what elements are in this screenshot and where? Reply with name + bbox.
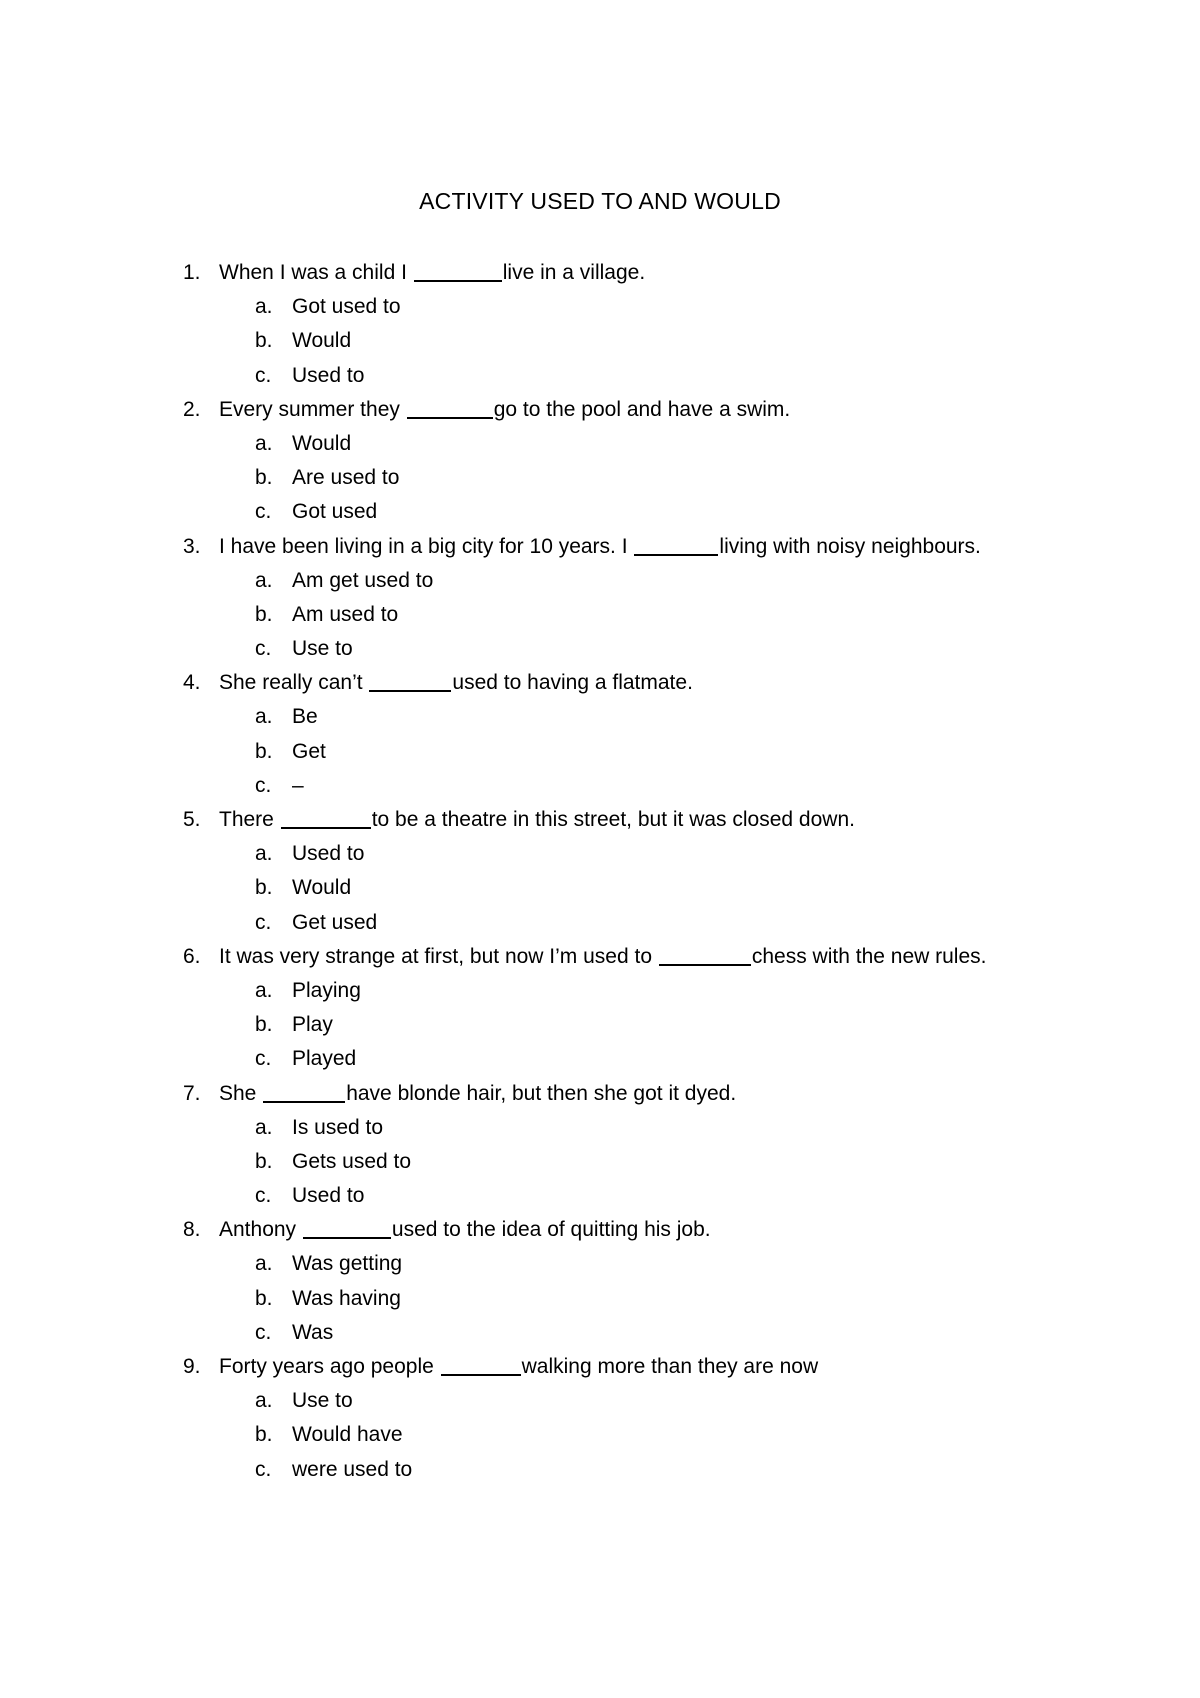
option-5-a (0, 837, 1200, 871)
option-2-b (0, 461, 1200, 495)
option-3-b (0, 598, 1200, 632)
option-3-a (0, 564, 1200, 598)
answer-blank (407, 395, 493, 419)
option-text: Played (292, 1047, 357, 1071)
answer-blank (369, 668, 451, 692)
question-number: 9. (183, 1355, 201, 1378)
question-number: 4. (183, 671, 201, 695)
option-text: Use to (292, 637, 353, 661)
answer-blank (634, 532, 718, 556)
option-text: Would (292, 329, 352, 353)
option-6-c (0, 1042, 1200, 1076)
option-letter: c. (255, 363, 272, 387)
question-text-after-blank: go to the pool and have a swim. (493, 397, 791, 421)
question-number: 2. (183, 397, 201, 421)
question-number: 6. (183, 944, 201, 968)
question-text (219, 803, 855, 837)
question-text-after-blank: used to the idea of quitting his job. (391, 1218, 711, 1242)
option-9-b (0, 1418, 1200, 1452)
option-text: Get (292, 739, 326, 763)
question-text-after-blank: to be a theatre in this street, but it was closed down. (371, 808, 855, 831)
option-letter: b. (255, 1013, 273, 1037)
option-8-c (0, 1316, 1200, 1350)
question-text-before-blank: There (219, 808, 280, 831)
option-text: Am used to (292, 602, 399, 626)
option-1-a (0, 290, 1200, 324)
question-text (219, 940, 986, 974)
question-6 (0, 940, 1200, 974)
question-text (219, 530, 981, 564)
question-text (219, 393, 790, 427)
option-letter: a. (255, 842, 273, 866)
option-letter: b. (255, 466, 273, 490)
option-text: Use to (292, 1389, 353, 1413)
question-3 (0, 530, 1200, 564)
option-text: Are used to (292, 466, 400, 490)
option-letter: b. (255, 739, 273, 763)
option-letter: a. (255, 295, 273, 319)
option-letter: b. (255, 329, 273, 353)
option-text: were used to (292, 1457, 413, 1481)
question-text (219, 666, 693, 700)
question-text (219, 1350, 818, 1384)
option-letter: a. (255, 978, 273, 1002)
option-1-b (0, 324, 1200, 358)
option-letter: c. (255, 1320, 272, 1344)
option-letter: b. (255, 602, 273, 626)
question-text-before-blank: Forty years ago people (219, 1355, 440, 1378)
option-7-a (0, 1111, 1200, 1145)
option-7-c (0, 1179, 1200, 1213)
option-9-a (0, 1384, 1200, 1418)
question-4 (0, 666, 1200, 700)
option-letter: c. (255, 910, 272, 934)
question-5 (0, 803, 1200, 837)
question-text-after-blank: have blonde hair, but then she got it dyed. (346, 1081, 737, 1105)
question-text (219, 1213, 711, 1247)
question-number: 5. (183, 808, 201, 831)
question-text-before-blank: Anthony (219, 1218, 302, 1242)
question-7 (0, 1077, 1200, 1111)
option-text: Got used (292, 500, 378, 524)
option-letter: c. (255, 773, 272, 797)
question-text-after-blank: live in a village. (502, 261, 646, 284)
question-number: 8. (183, 1218, 201, 1242)
option-letter: a. (255, 705, 273, 729)
question-text-after-blank: living with noisy neighbours. (719, 534, 981, 558)
option-text: Am get used to (292, 568, 434, 592)
option-4-a (0, 700, 1200, 734)
option-letter: a. (255, 431, 273, 455)
option-letter: a. (255, 1389, 273, 1413)
option-text: Playing (292, 978, 361, 1002)
option-9-c (0, 1453, 1200, 1487)
option-text: Get used (292, 910, 378, 934)
option-6-a (0, 974, 1200, 1008)
option-text: Gets used to (292, 1149, 412, 1173)
option-1-c (0, 359, 1200, 393)
question-text-after-blank: walking more than they are now (521, 1355, 819, 1378)
question-number: 1. (183, 261, 201, 284)
option-letter: c. (255, 1457, 272, 1481)
option-text: Would (292, 876, 352, 900)
option-4-b (0, 735, 1200, 769)
question-2 (0, 393, 1200, 427)
option-letter: a. (255, 1115, 273, 1139)
question-text-before-blank: She (219, 1081, 263, 1105)
option-text: Play (292, 1013, 333, 1037)
question-9 (0, 1350, 1200, 1384)
option-text: Used to (292, 1184, 365, 1208)
option-text: Was getting (292, 1252, 403, 1276)
option-7-b (0, 1145, 1200, 1179)
option-text: Was (292, 1320, 334, 1344)
option-letter: a. (255, 568, 273, 592)
answer-blank (281, 805, 371, 829)
question-1 (0, 256, 1200, 290)
question-text-before-blank: I have been living in a big city for 10 years. I (219, 534, 634, 558)
option-letter: c. (255, 637, 272, 661)
question-text-before-blank: She really can’t (219, 671, 369, 695)
answer-blank (414, 258, 502, 282)
question-number: 3. (183, 534, 201, 558)
option-text: Would have (292, 1423, 403, 1447)
option-text: Got used to (292, 295, 401, 319)
answer-blank (303, 1215, 391, 1239)
option-letter: c. (255, 1184, 272, 1208)
option-letter: c. (255, 1047, 272, 1071)
option-letter: b. (255, 1286, 273, 1310)
answer-blank (659, 942, 751, 966)
document-title: ACTIVITY USED TO AND WOULD (419, 188, 781, 214)
option-8-a (0, 1247, 1200, 1281)
question-number: 7. (183, 1081, 201, 1105)
option-letter: c. (255, 500, 272, 524)
question-text-before-blank: Every summer they (219, 397, 406, 421)
option-letter: b. (255, 1423, 273, 1447)
option-2-c (0, 495, 1200, 529)
option-5-c (0, 906, 1200, 940)
option-text: – (292, 773, 304, 797)
question-text (219, 256, 645, 290)
answer-blank (263, 1079, 345, 1103)
option-letter: a. (255, 1252, 273, 1276)
option-text: Be (292, 705, 318, 729)
option-2-a (0, 427, 1200, 461)
question-8 (0, 1213, 1200, 1247)
option-letter: b. (255, 1149, 273, 1173)
option-letter: b. (255, 876, 273, 900)
question-text-before-blank: When I was a child I (219, 261, 413, 284)
option-5-b (0, 871, 1200, 905)
question-text (219, 1077, 736, 1111)
question-text-after-blank: used to having a flatmate. (452, 671, 693, 695)
question-list (0, 256, 1200, 1487)
option-4-c (0, 769, 1200, 803)
option-text: Was having (292, 1286, 401, 1310)
option-6-b (0, 1008, 1200, 1042)
answer-blank (441, 1352, 521, 1376)
question-text-after-blank: chess with the new rules. (751, 944, 987, 968)
option-text: Used to (292, 842, 365, 866)
option-3-c (0, 632, 1200, 666)
option-text: Is used to (292, 1115, 384, 1139)
option-text: Would (292, 431, 352, 455)
option-8-b (0, 1282, 1200, 1316)
question-text-before-blank: It was very strange at first, but now I’m used to (219, 944, 658, 968)
option-text: Used to (292, 363, 365, 387)
